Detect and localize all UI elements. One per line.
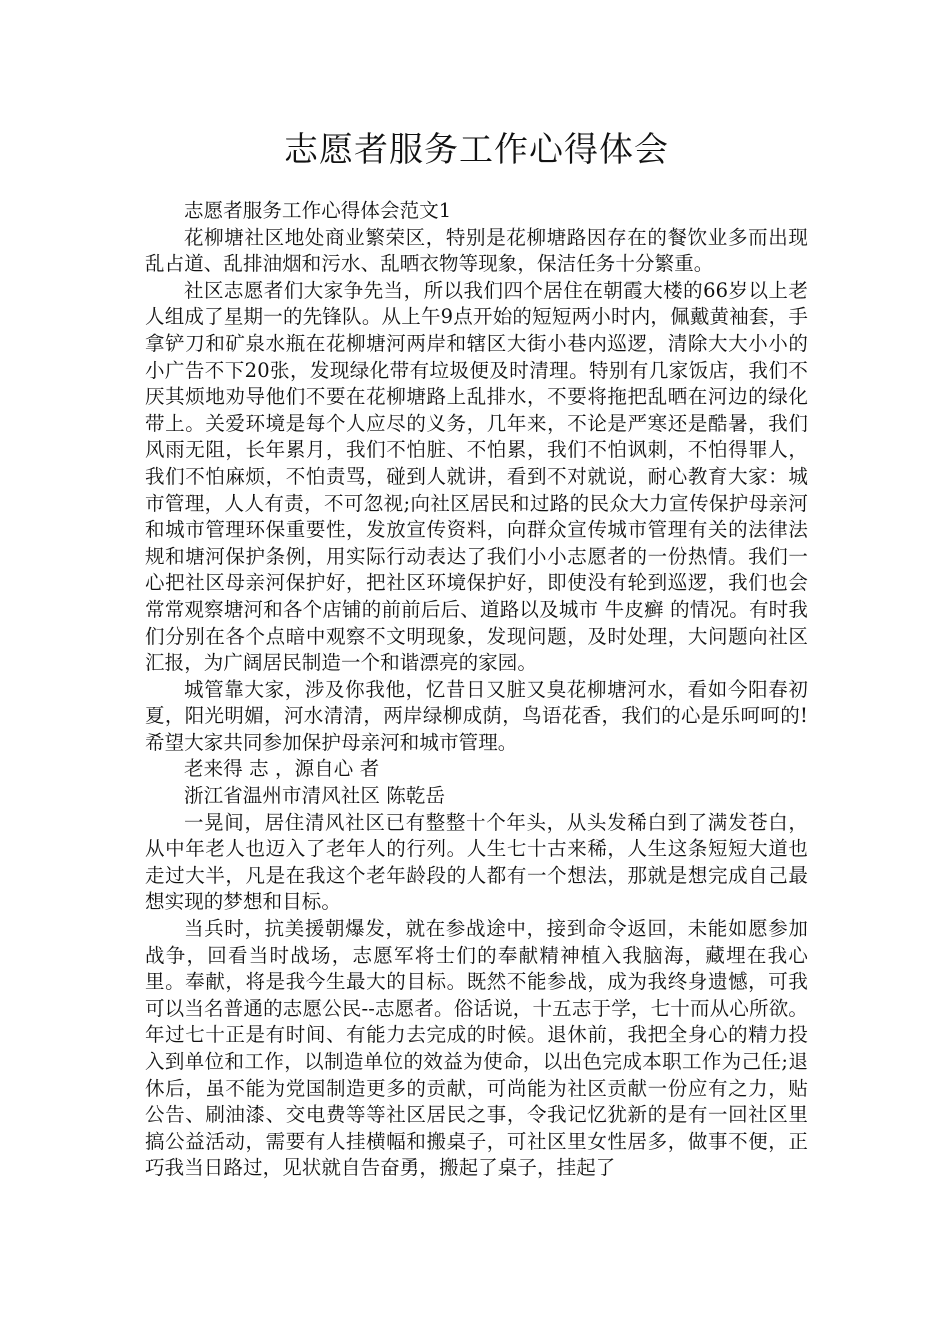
paragraph-heading: 志愿者服务工作心得体会范文1: [184, 199, 452, 222]
paragraph: 当兵时，抗美援朝爆发，就在参战途中，接到命令返回，未能如愿参加战争，回看当时战场，志愿军将士们的奉献精神植入我脑海，藏埋在我心里。奉献，将是我今生最大的目标。既然不能参战，成为我终身遗憾，可我可以当名普通的志愿公民--志愿者。俗话说，十五志于学，七十而从心所欲。年过七十正是有时间、有能力去完成的时候。退休前，我把全身心的精力投入到单位和工作，以制造单位的效益为使命，以出色完成本职工作为己任;退休后，虽不能为党国制造更多的贡献，可尚能为社区贡献一份应有之力，贴公告、刷油漆、交电费等等社区居民之事，令我记忆犹新的是有一回社区里搞公益活动，需要有人挂横幅和搬桌子，可社区里女性居多，做事不便，正巧我当日路过，见状就自告奋勇，搬起了桌子，挂起了: [145, 917, 808, 1180]
document-body: [145, 198, 808, 1182]
paragraph: 社区志愿者们大家争先当，所以我们四个居住在朝霞大楼的66岁以上老人组成了星期一的先锋队。从上午9点开始的短短两小时内，佩戴黄袖套，手拿铲刀和矿泉水瓶在花柳塘河两岸和辖区大街小巷内巡逻，清除大大小小的小广告不下20张，发现绿化带有垃圾便及时清理。特别有几家饭店，我们不厌其烦地劝导他们不要在花柳塘路上乱排水，不要将拖把乱晒在河边的绿化带上。关爱环境是每个人应尽的义务，几年来，不论是严寒还是酷暑，我们风雨无阻，长年累月，我们不怕脏、不怕累，我们不怕讽刺，不怕得罪人，我们不怕麻烦，不怕责骂，碰到人就讲，看到不对就说，耐心教育大家：城市管理，人人有责，不可忽视;向社区居民和过路的民众大力宣传保护母亲河和城市管理环保重要性，发放宣传资料，向群众宣传城市管理有关的法律法规和塘河保护条例，用实际行动表达了我们小小志愿者的一份热情。我们一心把社区母亲河保护好，把社区环境保护好，即使没有轮到巡逻，我们也会常常观察塘河和各个店铺的前前后后、道路以及城市 牛皮癣 的情况。有时我们分别在各个点暗中观察不文明现象，发现问题，及时处理，大问题向社区汇报，为广阔居民制造一个和谐漂亮的家园。: [145, 278, 808, 675]
document-title: 志愿者服务工作心得体会: [284, 130, 669, 170]
section-title: 老来得 志 ，源自心 者: [184, 757, 380, 781]
paragraph: 花柳塘社区地处商业繁荣区，特别是花柳塘路因存在的餐饮业多而出现乱占道、乱排油烟和污水、乱晒衣物等现象，保洁任务十分繁重。: [145, 225, 808, 276]
paragraph: 一晃间，居住清风社区已有整整十个年头，从头发稀白到了满发苍白，从中年老人也迈入了老年人的行列。人生七十古来稀，人生这条短短大道也走过大半，凡是在我这个老年龄段的人都有一个想法，那就是想完成自己最想实现的梦想和目标。: [145, 810, 808, 914]
paragraph: 城管靠大家，涉及你我他，忆昔日又脏又臭花柳塘河水，看如今阳春初夏，阳光明媚，河水清清，两岸绿柳成荫，鸟语花香，我们的心是乐呵呵的!希望大家共同参加保护母亲河和城市管理。: [145, 677, 808, 754]
author-line: 浙江省温州市清风社区 陈乾岳: [184, 784, 446, 808]
